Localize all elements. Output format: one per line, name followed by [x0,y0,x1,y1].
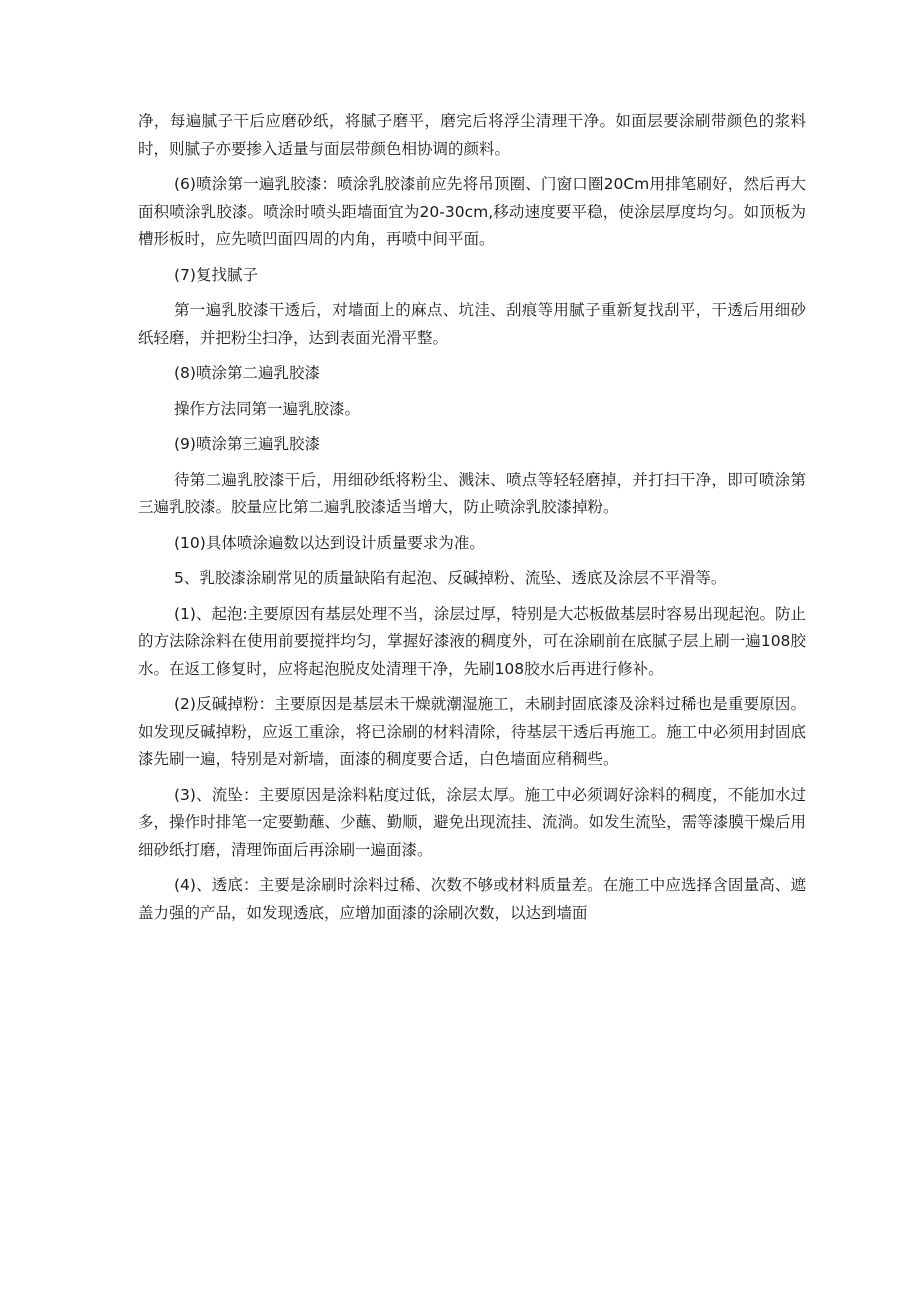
paragraph-step-9-body: 待第二遍乳胶漆干后，用细砂纸将粉尘、溅沫、喷点等轻轻磨掉，并打扫干净，即可喷涂第三遍乳胶漆。胶量应比第二遍乳胶漆适当增大，防止喷涂乳胶漆掉粉。 [138,470,806,516]
paragraph-defect-2: (2)反碱掉粉：主要原因是基层未干燥就潮湿施工，未刷封固底漆及涂料过稀也是重要原因。如发现反碱掉粉，应返工重涂，将已涂刷的材料清除，待基层干透后再施工。施工中必须用封固底漆先刷一遍，特别是对新墙，面漆的稠度要合适，白色墙面应稍稠些。 [138,695,806,768]
paragraph-step-7-body: 第一遍乳胶漆干透后，对墙面上的麻点、坑洼、刮痕等用腻子重新复找刮平，干透后用细砂纸轻磨，并把粉尘扫净，达到表面光滑平整。 [138,301,806,347]
paragraph-step-6: (6)喷涂第一遍乳胶漆：喷涂乳胶漆前应先将吊顶圈、门窗口圈20Cm用排笔刷好，然后再大面积喷涂乳胶漆。喷涂时喷头距墙面宜为20-30cm,移动速度要平稳，使涂层厚度均匀。如顶板为槽形板时，应先喷凹面四周的内角，再喷中间平面。 [138,175,806,248]
paragraph-continuation: 净，每遍腻子干后应磨砂纸，将腻子磨平，磨完后将浮尘清理干净。如面层要涂刷带颜色的浆料时，则腻子亦要掺入适量与面层带颜色相协调的颜料。 [138,112,806,158]
paragraph-defect-1: (1)、起泡:主要原因有基层处理不当，涂层过厚，特别是大芯板做基层时容易出现起泡。防止的方法除涂料在使用前要搅拌均匀，掌握好漆液的稠度外，可在涂刷前在底腻子层上刷一遍108胶水。在返工修复时，应将起泡脱皮处清理干净，先刷108胶水后再进行修补。 [138,604,806,678]
paragraph-step-8-body: 操作方法同第一遍乳胶漆。 [174,399,361,418]
heading-step-8: (8)喷涂第二遍乳胶漆 [174,364,320,382]
heading-step-7: (7)复找腻子 [174,265,258,284]
heading-step-9: (9)喷涂第三遍乳胶漆 [174,435,320,453]
paragraph-step-10: (10)具体喷涂遍数以达到设计质量要求为准。 [174,533,485,552]
paragraph-defect-3: (3)、流坠：主要原因是涂料粘度过低，涂层太厚。施工中必须调好涂料的稠度，不能加水过多，操作时排笔一定要勤蘸、少蘸、勤顺，避免出现流挂、流淌。如发生流坠，需等漆膜干燥后用细砂纸打磨，清理饰面后再涂刷一遍面漆。 [138,785,806,859]
paragraph-defect-4: (4)、透底：主要是涂刷时涂料过稀、次数不够或材料质量差。在施工中应选择含固量高、遮盖力强的产品，如发现透底，应增加面漆的涂刷次数，以达到墙面 [138,876,806,922]
section-5-heading: 5、乳胶漆涂刷常见的质量缺陷有起泡、反碱掉粉、流坠、透底及涂层不平滑等。 [174,569,727,587]
document-body [138,108,806,935]
